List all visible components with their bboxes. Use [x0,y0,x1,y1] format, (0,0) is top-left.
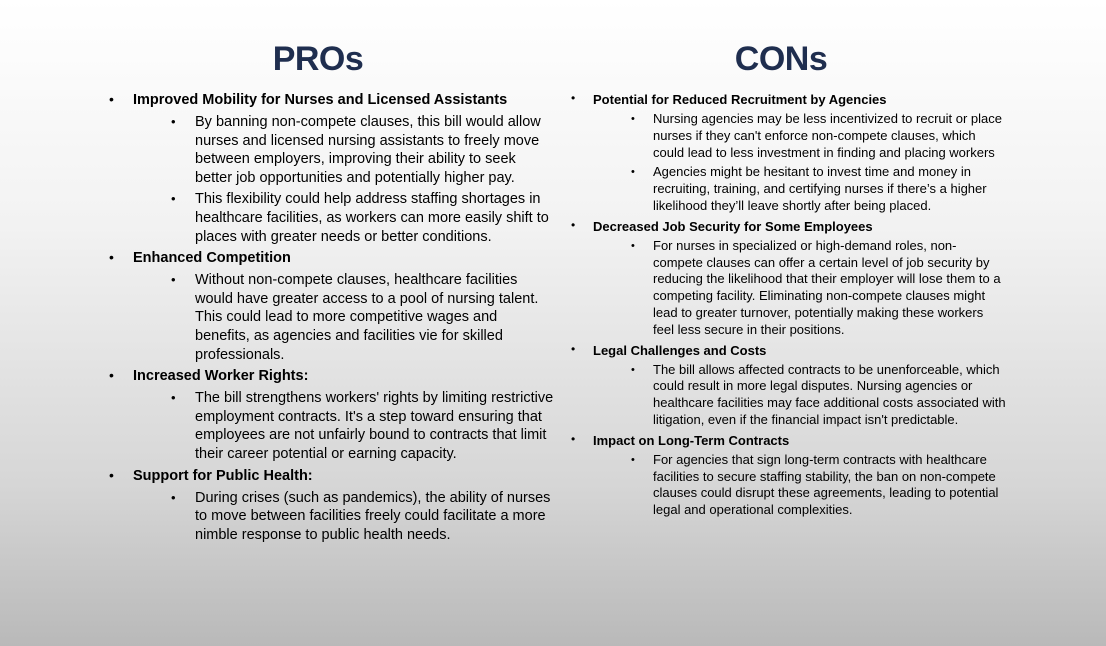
pros-column [104,40,554,547]
pros-point [133,190,554,246]
cons-point-text: For agencies that sign long-term contracts with healthcare facilities to secure staffing stability, the ban on non-compete clauses could disrupt these agreements, leading to potential legal and operational complexities. [653,451,999,518]
bullet-icon: • [631,239,635,252]
pros-topic-heading: Support for Public Health: [133,467,313,484]
cons-point-text: Nursing agencies may be less incentivized to recruit or place nurses if they can't enforce non-compete clauses, which could lead to less investment in finding and placing workers [653,111,1003,160]
bullet-icon: • [631,363,635,376]
pros-topic [104,91,554,246]
bullet-icon: • [171,191,176,207]
cons-topic [566,218,1006,339]
bullet-icon: • [571,431,576,446]
cons-point [593,238,1006,339]
pros-topic [104,249,554,364]
bullet-icon: • [631,453,635,466]
cons-topic [566,342,1006,429]
pros-topic [104,467,554,545]
cons-point [593,111,1006,161]
cons-topic-heading: Decreased Job Security for Some Employees [593,218,873,234]
bullet-icon: • [571,91,576,105]
cons-point [593,452,1006,519]
pros-point [133,389,554,463]
bullet-icon: • [109,367,114,384]
pros-point-text: The bill strengthens workers' rights by limiting restrictive employment contracts. It's a step toward ensuring that employees are not unfairly bound to contracts that limit their career potential or earning capacity. [195,390,554,462]
bullet-icon: • [631,113,635,125]
pros-topic [104,367,554,463]
bullet-icon: • [171,489,176,505]
cons-topic [566,432,1006,519]
bullet-icon: • [171,272,176,288]
cons-list [566,91,1006,519]
cons-point-text: Agencies might be hesitant to invest time and money in recruiting, training, and certifying nurses if there’s a higher likelihood they’ll leave shortly after being placed. [653,164,987,213]
cons-topic-heading: Impact on Long-Term Contracts [593,432,790,448]
cons-point [593,362,1006,429]
pros-title: PROs [272,40,364,78]
cons-title: CONs [734,40,828,78]
bullet-icon: • [571,217,576,232]
cons-point [593,164,1006,214]
pros-point-text: Without non-compete clauses, healthcare facilities would have greater access to a pool of nursing talent. This could lead to more competitive wages and benefits, as agencies and facilities vie for skilled professionals. [195,272,539,363]
pros-topic-heading: Enhanced Competition [133,250,291,267]
cons-point-text: For nurses in specialized or high-demand roles, non-compete clauses can offer a certain level of job security by reducing the likelihood that their employer will lose them to a competing facility. Eliminating non-compete clauses might lead to greater turnover, potentially making these workers feel less secure in their positions. [653,237,1001,337]
pros-point [133,271,554,364]
cons-topic-heading: Potential for Reduced Recruitment by Agencies [593,92,887,107]
bullet-icon: • [109,249,114,266]
pros-point-text: This flexibility could help address staffing shortages in healthcare facilities, as workers can more easily shift to places with greater needs or better conditions. [195,191,549,245]
pros-list [104,91,554,544]
bullet-icon: • [171,114,176,129]
bullet-icon: • [631,166,635,179]
cons-topic-heading: Legal Challenges and Costs [593,342,767,358]
pros-point-text: During crises (such as pandemics), the ability of nurses to move between facilities freely could facilitate a more nimble response to public health needs. [195,489,551,543]
bullet-icon: • [109,91,114,107]
cons-point-text: The bill allows affected contracts to be unenforceable, which could result in more legal disputes. Nursing agencies or healthcare facilities may face additional costs associated with litigation, even if the financial impact isn't predictable. [653,361,1006,427]
cons-topic [566,91,1006,215]
bullet-icon: • [571,341,576,356]
bullet-icon: • [109,466,114,483]
pros-point [133,113,554,187]
pros-topic-heading: Increased Worker Rights: [133,368,309,385]
pros-point [133,489,554,545]
cons-column [566,40,1006,522]
pros-topic-heading: Improved Mobility for Nurses and Licensed Assistants [133,92,508,108]
pros-point-text: By banning non-compete clauses, this bill would allow nurses and licensed nursing assistants to freely move between employers, improving their ability to seek better job opportunities and potentially higher pay. [195,114,541,186]
bullet-icon: • [171,390,176,406]
